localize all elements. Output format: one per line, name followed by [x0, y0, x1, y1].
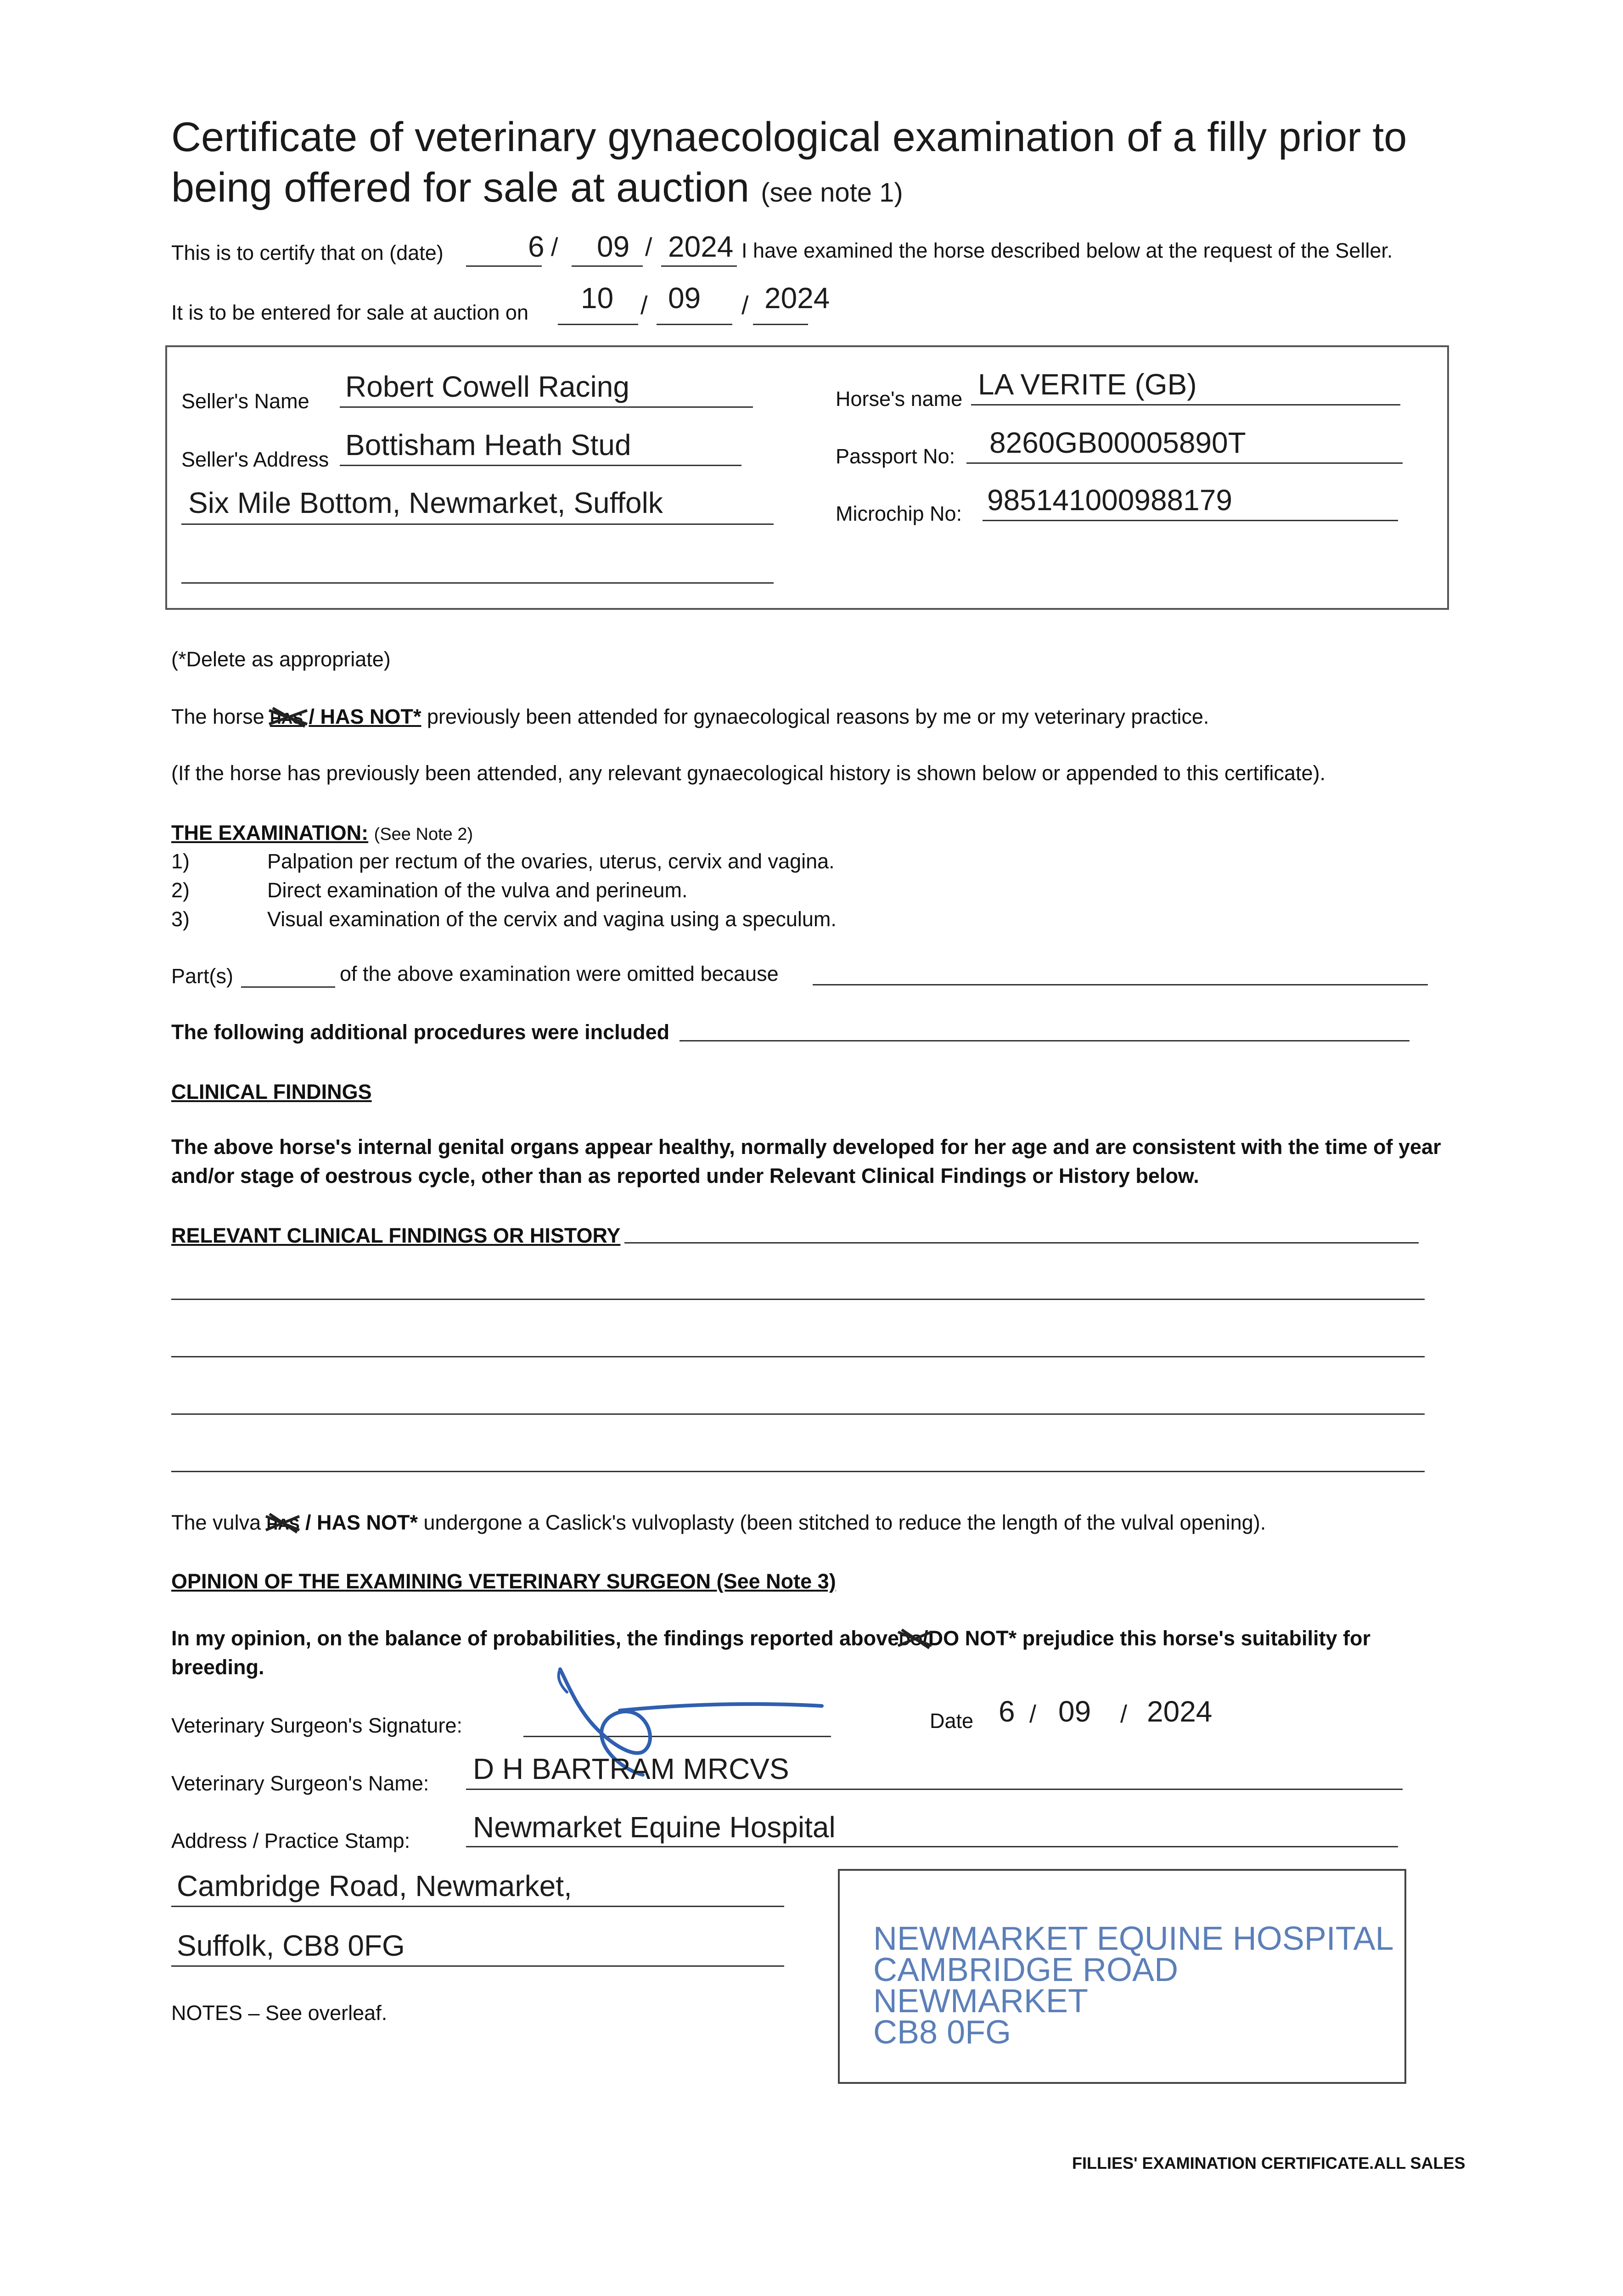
practice-address-line1: Cambridge Road, Newmarket, [177, 1869, 572, 1902]
history-note: (If the horse has previously been attended, any relevant gynaecological history is shown below or appended to this certificate). [171, 761, 1325, 785]
exam-item-text: Palpation per rectum of the ovaries, uterus, cervix and vagina. [267, 850, 835, 873]
exam-day: 6 [528, 230, 545, 263]
opinion-struck-option: DO [899, 1626, 922, 1650]
date-separator: / [1120, 1700, 1128, 1728]
certificate-title-main: being offered for sale at auction [171, 165, 750, 211]
auction-day: 10 [581, 281, 614, 315]
certify-prefix: This is to certify that on (date) [171, 241, 444, 264]
vulva-statement [171, 1511, 1266, 1535]
opinion-heading: OPINION OF THE EXAMINING VETERINARY SURGEON (See Note 3) [171, 1570, 836, 1593]
exam-item-text: Visual examination of the cervix and vagina using a speculum. [267, 907, 837, 931]
date-separator: / [645, 232, 652, 261]
title-note: (see note 1) [761, 178, 903, 208]
seller-address-label: Seller's Address [181, 448, 329, 471]
certify-suffix: I have examined the horse described below at the request of the Seller. [741, 239, 1393, 262]
auction-prefix: It is to be entered for sale at auction on [171, 301, 528, 324]
exam-item-num: 1) [171, 850, 190, 873]
parts-prefix: Part(s) [171, 964, 233, 988]
microchip-value: 985141000988179 [987, 484, 1232, 517]
examination-heading-note: (See Note 2) [374, 825, 473, 844]
exam-year: 2024 [668, 230, 734, 263]
horse-name-label: Horse's name [836, 387, 963, 411]
clinical-findings-text-line1: The above horse's internal genital organs appear healthy, normally developed for her age and are consistent with the time of year [171, 1135, 1441, 1159]
notes-overleaf: NOTES – See overleaf. [171, 2001, 387, 2025]
auction-month: 09 [668, 281, 701, 315]
opinion-choice: /DO NOT* [922, 1626, 1017, 1650]
seller-address-line1: Bottisham Heath Stud [345, 428, 631, 461]
exam-month: 09 [597, 230, 630, 263]
seller-name-value: Robert Cowell Racing [345, 370, 629, 403]
opinion-statement [171, 1626, 1370, 1650]
strike-through-mark [268, 706, 309, 729]
vulva-suffix: undergone a Caslick's vulvoplasty (been stitched to reduce the length of the vulval opening). [423, 1511, 1266, 1534]
relevant-findings-heading: RELEVANT CLINICAL FINDINGS OR HISTORY [171, 1224, 621, 1247]
signature-label: Veterinary Surgeon's Signature: [171, 1714, 462, 1737]
stamp-line2: CAMBRIDGE ROAD [873, 1952, 1179, 1988]
date-separator: / [1029, 1700, 1037, 1728]
date-separator: / [551, 232, 558, 261]
seller-address-line2: Six Mile Bottom, Newmarket, Suffolk [188, 486, 663, 519]
attended-statement [171, 705, 1209, 729]
exam-item-num: 2) [171, 878, 190, 902]
attended-suffix: previously been attended for gynaecological reasons by me or my veterinary practice. [427, 705, 1209, 728]
clinical-findings-heading: CLINICAL FINDINGS [171, 1080, 372, 1103]
signoff-day: 6 [999, 1695, 1015, 1728]
auction-year: 2024 [764, 281, 830, 315]
practice-address-line2: Suffolk, CB8 0FG [177, 1929, 405, 1962]
attended-prefix: The horse [171, 705, 264, 728]
opinion-line2: breeding. [171, 1655, 264, 1679]
stamp-line1: NEWMARKET EQUINE HOSPITAL [873, 1920, 1394, 1957]
passport-value: 8260GB00005890T [989, 426, 1246, 459]
exam-item-num: 3) [171, 907, 190, 931]
seller-name-label: Seller's Name [181, 389, 309, 413]
horse-name-value: LA VERITE (GB) [978, 368, 1197, 401]
clinical-findings-text-line2: and/or stage of oestrous cycle, other than as reported under Relevant Clinical Findings or History below. [171, 1164, 1199, 1187]
vet-name-value: D H BARTRAM MRCVS [473, 1752, 789, 1785]
microchip-label: Microchip No: [836, 502, 962, 525]
parts-suffix: of the above examination were omitted because [340, 962, 779, 985]
examination-heading [171, 821, 473, 845]
additional-procedures: The following additional procedures were included [171, 1020, 670, 1044]
passport-label: Passport No: [836, 445, 955, 468]
delete-note: (*Delete as appropriate) [171, 647, 391, 671]
signoff-month: 09 [1058, 1695, 1091, 1728]
vulva-struck-option: HAS [267, 1511, 300, 1535]
attended-struck-option: HAS [270, 705, 303, 729]
vet-name-label: Veterinary Surgeon's Name: [171, 1772, 429, 1795]
form-reference: FILLIES' EXAMINATION CERTIFICATE.ALL SALES [1072, 2154, 1466, 2172]
strike-through-mark [897, 1627, 934, 1650]
date-separator: / [640, 291, 648, 320]
address-stamp-label: Address / Practice Stamp: [171, 1829, 410, 1852]
opinion-suffix: prejudice this horse's suitability for [1022, 1626, 1371, 1650]
certificate-title-line1: Certificate of veterinary gynaecological examination of a filly prior to [171, 114, 1407, 160]
signoff-year: 2024 [1147, 1695, 1213, 1728]
vulva-prefix: The vulva [171, 1511, 261, 1534]
strike-through-mark [265, 1512, 302, 1535]
stamp-line3: NEWMARKET [873, 1983, 1088, 2020]
opinion-prefix: In my opinion, on the balance of probabilities, the findings reported above [171, 1626, 899, 1650]
date-label: Date [930, 1709, 974, 1733]
vulva-choice: / HAS NOT* [305, 1511, 418, 1534]
examination-heading-text: THE EXAMINATION: [171, 821, 369, 844]
attended-choice: / HAS NOT* [309, 705, 421, 728]
exam-item-text: Direct examination of the vulva and perineum. [267, 878, 688, 902]
date-separator: / [741, 291, 749, 320]
practice-name: Newmarket Equine Hospital [473, 1811, 836, 1844]
stamp-line4: CB8 0FG [873, 2014, 1011, 2051]
certificate-title-line2 [171, 163, 903, 218]
